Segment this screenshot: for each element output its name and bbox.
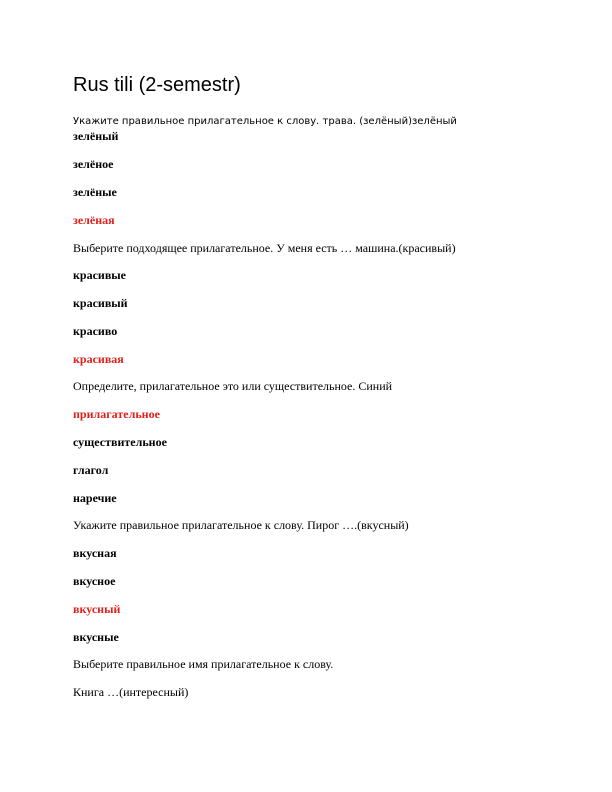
question-5-prompt: Выберите правильное имя прилагательное к слову. (73, 657, 334, 671)
question-3-prompt: Определите, прилагательное это или существительное. Синий (73, 379, 393, 393)
question-2-prompt: Выберите подходящее прилагательное. У меня есть … машина.(красивый) (73, 241, 456, 255)
question-1-option-2: зелёное (73, 157, 114, 171)
question-1-option-1: зелёный (73, 129, 119, 143)
question-2-option-1: красивые (73, 268, 127, 282)
question-4-prompt: Укажите правильное прилагательное к слову. Пирог ….(вкусный) (73, 518, 409, 532)
question-4-option-4: вкусные (73, 630, 119, 644)
question-3-option-2: существительное (73, 435, 167, 449)
page-title: Rus tili (2-semestr) (73, 74, 241, 96)
question-3-option-4: наречие (73, 491, 117, 505)
question-4-option-2: вкусное (73, 574, 116, 588)
question-2-option-2: красивый (73, 296, 128, 310)
question-4-option-1: вкусная (73, 546, 117, 560)
question-2-option-3: красиво (73, 324, 118, 338)
question-4-option-3-correct: вкусный (73, 602, 121, 616)
question-1-option-4-correct: зелёная (73, 213, 115, 227)
question-3-option-1-correct: прилагательное (73, 407, 160, 421)
question-1-option-3: зелёные (73, 185, 117, 199)
question-2-option-4-correct: красивая (73, 352, 124, 366)
question-1-prompt: Укажите правильное прилагательное к слову. трава. (зелёный)зелёный (73, 116, 457, 127)
question-3-option-3: глагол (73, 463, 109, 477)
question-5-prompt-line-2: Книга …(интересный) (73, 685, 189, 699)
